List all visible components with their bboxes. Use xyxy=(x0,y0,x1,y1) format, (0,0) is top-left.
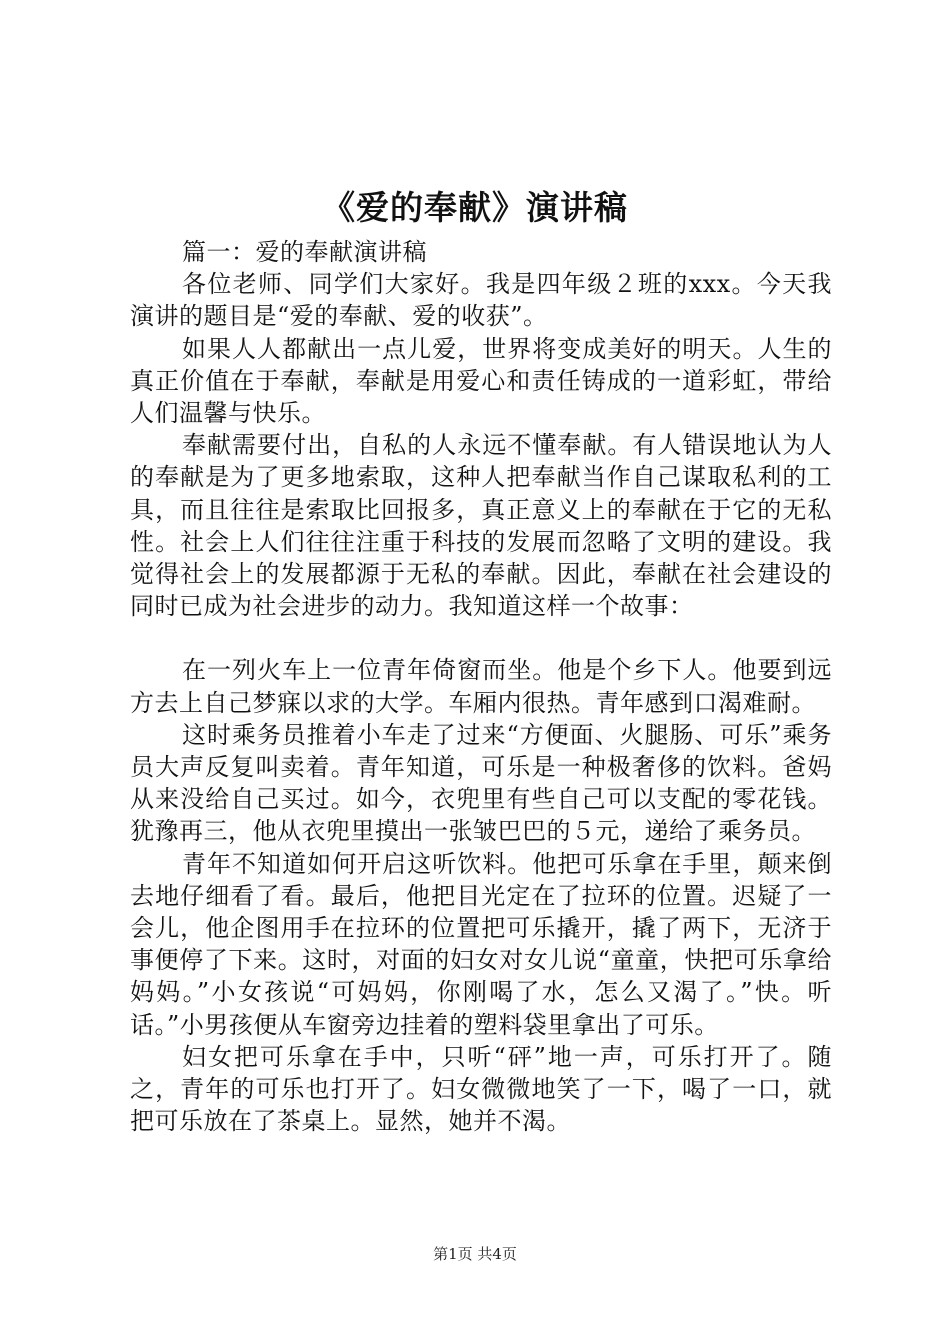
section-heading: 篇一：爱的奉献演讲稿 xyxy=(182,238,427,266)
paragraph: 这时乘务员推着小车走了过来“方便面、火腿肠、可乐”乘务员大声反复叫卖着。青年知道，可乐是一种极奢侈的饮料。爸妈从来没给自己买过。如今，衣兜里有些自己可以支配的零花钱。犹豫再三，他从衣兜里摸出一张皱巴巴的５元，递给了乘务员。 xyxy=(130,720,832,846)
paragraph-spacer xyxy=(130,622,832,654)
paragraph: 如果人人都献出一点儿爱，世界将变成美好的明天。人生的真正价值在于奉献，奉献是用爱心和责任铸成的一道彩虹，带给人们温馨与快乐。 xyxy=(130,334,832,428)
paragraph: 在一列火车上一位青年倚窗而坐。他是个乡下人。他要到远方去上自己梦寐以求的大学。车厢内很热。青年感到口渴难耐。 xyxy=(130,656,832,717)
paragraph: 奉献需要付出，自私的人永远不懂奉献。有人错误地认为人的奉献是为了更多地索取，这种人把奉献当作自己谋取私利的工具，而且往往是索取比回报多，真正意义上的奉献在于它的无私性。社会上人们往往注重于科技的发展而忽略了文明的建设。我觉得社会上的发展都源于无私的奉献。因此，奉献在社会建设的同时已成为社会进步的动力。我知道这样一个故事： xyxy=(130,431,832,621)
paragraph: 各位老师、同学们大家好。我是四年级２班的xxx。今天我演讲的题目是“爱的奉献、爱的收获”。 xyxy=(130,270,832,331)
paragraph: 妇女把可乐拿在手中，只听“砰”地一声，可乐打开了。随之，青年的可乐也打开了。妇女微微地笑了一下，喝了一口，就把可乐放在了茶桌上。显然，她并不渴。 xyxy=(130,1042,832,1136)
page-number-footer: 第1页 共4页 xyxy=(433,1245,517,1263)
paragraph: 青年不知道如何开启这听饮料。他把可乐拿在手里，颠来倒去地仔细看了看。最后，他把目光定在了拉环的位置。迟疑了一会儿，他企图用手在拉环的位置把可乐撬开，撬了两下，无济于事便停了下来。这时，对面的妇女对女儿说“童童，快把可乐拿给妈妈。”小女孩说“可妈妈，你刚喝了水，怎么又渴了。”快。听话。”小男孩便从车窗旁边挂着的塑料袋里拿出了可乐。 xyxy=(130,849,832,1039)
page-title: 《爱的奉献》演讲稿 xyxy=(322,188,628,227)
document-body xyxy=(130,236,832,1137)
